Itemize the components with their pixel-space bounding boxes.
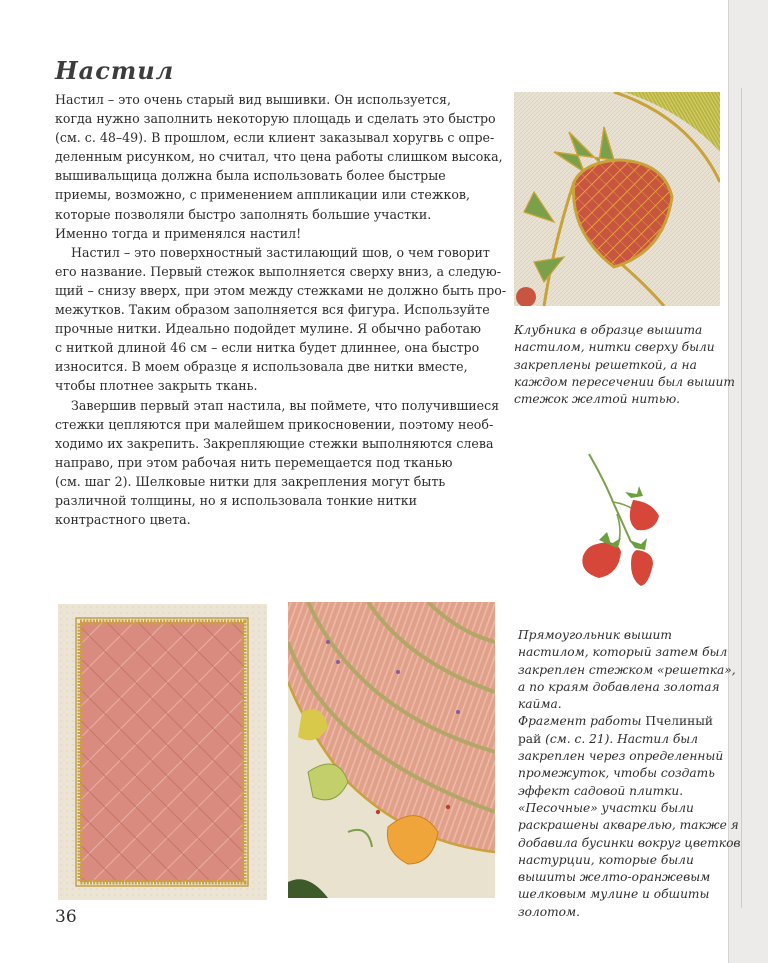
text-line: Завершив первый этап настила, вы поймете, что получившиеся (71, 397, 500, 413)
caption-line: стежок желтой нитью. (514, 392, 681, 407)
text-line: с ниткой длиной 46 см – если нитка будет длиннее, она быстро (55, 340, 480, 356)
caption-line: Прямоугольник вышит (518, 628, 672, 642)
text-line: направо, при этом рабочая нить перемещается под тканью (55, 454, 453, 470)
caption-line: настилом, который затем был (518, 645, 728, 660)
page-number: 36 (55, 907, 77, 927)
text-line: приемы, возможно, с применением аппликации или стежков, (55, 187, 471, 203)
text-line: износится. В моем образце я использовала две нитки вместе, (55, 359, 468, 375)
text-line: деленным рисунком, но считал, что цена работы слишком высока, (55, 149, 503, 165)
text-line: Настил – это поверхностный застилающий шов, о чем говорит (71, 244, 490, 260)
rectangle-embroidery-photo (58, 604, 267, 900)
text-line: ходимо их закрепить. Закрепляющие стежки выполняются слева (55, 435, 494, 451)
caption-line: кайма. (518, 697, 562, 712)
section-title: Настил (55, 56, 175, 85)
text-line: вышивальщица должна была использовать более быстрые (55, 168, 446, 184)
text-line: щий – снизу вверх, при этом между стежками не должно быть про- (55, 282, 507, 298)
text-line: чтобы плотнее закрыть ткань. (55, 378, 258, 394)
caption-line: промежуток, чтобы создать (518, 766, 715, 781)
text-line: Именно тогда и применялся настил! (55, 225, 302, 241)
caption-strawberry (514, 322, 735, 408)
caption-line: эффект садовой плитки. (518, 783, 684, 798)
text-line: стежки цепляются при малейшем прикосновении, поэтому необ- (55, 416, 494, 432)
work-name: Пчелиный (645, 714, 714, 729)
caption-line: закреплен через определенный (518, 749, 724, 764)
adjacent-page-frame (741, 88, 764, 908)
text-line: (см. шаг 2). Шелковые нитки для закрепления могут быть (55, 473, 446, 489)
caption-line: а по краям добавлена золотая (518, 679, 720, 694)
text-line: которые позволяли быстро заполнять большие участки. (55, 206, 432, 222)
paragraph-2 (55, 243, 507, 396)
caption-line: каждом пересечении был вышит (514, 374, 735, 389)
text-line: когда нужно заполнить некоторую площадь и сделать это быстро (55, 111, 496, 127)
text-line: его название. Первый стежок выполняется сверху вниз, а следую- (55, 263, 501, 279)
caption-line: золотом. (518, 904, 580, 919)
paragraph-1 (55, 90, 503, 243)
paragraph-3 (55, 396, 500, 530)
text-line: (см. с. 48–49). В прошлом, если клиент заказывал хоругвь с опре- (55, 130, 495, 146)
caption-line: «Песочные» участки были (518, 800, 694, 815)
caption-fragment-first-line (518, 713, 741, 730)
text-line: Настил – это очень старый вид вышивки. Он используется, (55, 92, 451, 107)
text-line: контрастного цвета. (55, 512, 191, 528)
caption-fragment-after-name: (см. с. 21). Настил был (541, 731, 698, 746)
caption-line: закреплены решеткой, а на (514, 357, 697, 372)
caption-line: закреплен стежком «решетка», (518, 662, 736, 677)
strawberry-embroidery-photo (514, 92, 720, 306)
strawberry-drawing (577, 452, 665, 592)
caption-line: Клубника в образце вышита (514, 323, 703, 337)
caption-line: настурции, которые были (518, 852, 694, 867)
text-line: различной толщины, но я использовала тонкие нитки (55, 492, 418, 508)
body-text (55, 90, 507, 529)
text-line: прочные нитки. Идеально подойдет мулине. Я обычно работаю (55, 321, 481, 337)
caption-line: настилом, нитки сверху были (514, 340, 715, 355)
bee-paradise-fragment-photo (288, 602, 495, 898)
caption-rectangle-and-fragment (518, 627, 741, 921)
work-name-continued: рай (518, 731, 542, 746)
caption-fragment-second-line (518, 731, 741, 748)
caption-fragment-prefix: Фрагмент работы (518, 714, 646, 729)
text-line: межутков. Таким образом заполняется вся фигура. Используйте (55, 302, 490, 318)
caption-line: раскрашены акварелью, также я (518, 818, 739, 833)
caption-line: шелковым мулине и обшиты (518, 887, 710, 902)
caption-line: вышиты желто-оранжевым (518, 870, 711, 885)
caption-line: добавила бусинки вокруг цветков (518, 835, 741, 850)
